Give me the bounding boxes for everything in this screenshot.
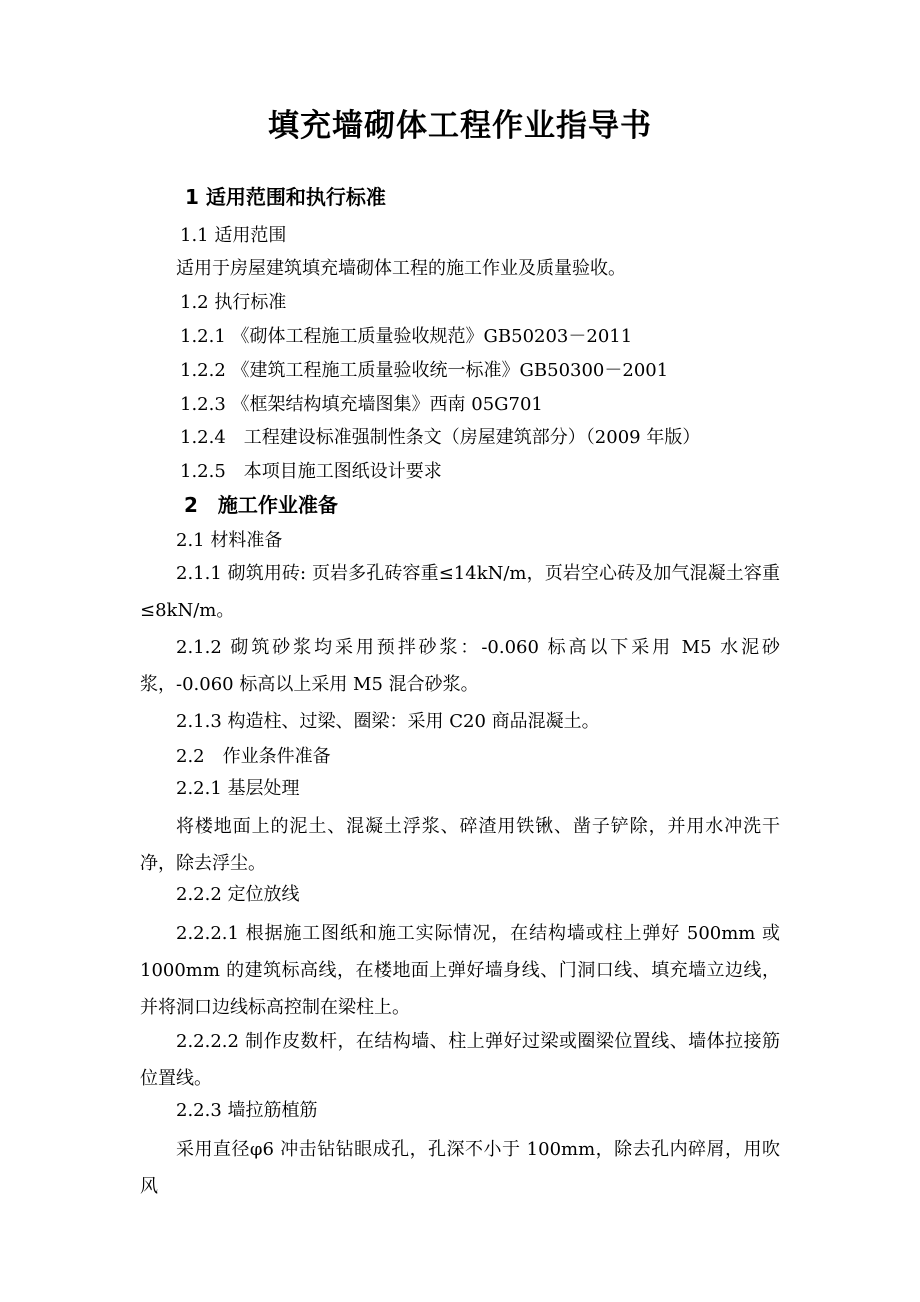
section-2-1-heading: 2.1 材料准备 — [176, 530, 283, 551]
section-2-2-2-heading: 2.2.2 定位放线 — [176, 884, 300, 905]
paragraph-2-2-3: 采用直径φ6 冲击钻钻眼成孔，孔深不小于 100mm，除去孔内碎屑，用吹风 — [140, 1139, 780, 1197]
paragraph-2-2-1: 将楼地面上的泥土、混凝土浮浆、碎渣用铁锹、凿子铲除，并用水冲洗干净，除去浮尘。 — [140, 816, 780, 874]
section-2-2-heading: 2.2 作业条件准备 — [176, 746, 331, 767]
document-title: 填充墙砌体工程作业指导书 — [268, 108, 652, 144]
section-2-2-1-heading: 2.2.1 基层处理 — [176, 778, 300, 799]
standard-item-1-2-4: 1.2.4 工程建设标准强制性条文（房屋建筑部分）（2009 年版） — [180, 427, 701, 448]
section-1-heading: 1 适用范围和执行标准 — [185, 185, 386, 209]
standard-item-1-2-1: 1.2.1 《砌体工程施工质量验收规范》GB50203－2011 — [180, 326, 633, 347]
paragraph-2-1-1: 2.1.1 砌筑用砖: 页岩多孔砖容重≤14kN/m，页岩空心砖及加气混凝土容重≤8kN/m。 — [140, 563, 780, 621]
paragraph-2-1-3: 2.1.3 构造柱、过梁、圈梁：采用 C20 商品混凝土。 — [176, 711, 600, 732]
section-1-1-heading: 1.1 适用范围 — [180, 225, 287, 246]
standard-item-1-2-3: 1.2.3 《框架结构填充墙图集》西南 05G701 — [180, 394, 543, 415]
paragraph-2-2-2-1: 2.2.2.1 根据施工图纸和施工实际情况，在结构墙或柱上弹好 500mm 或 1000mm 的建筑标高线，在楼地面上弹好墙身线、门洞口线、填充墙立边线，并将洞口边线标高控制在梁柱上。 — [140, 923, 780, 1018]
paragraph-2-1-2: 2.1.2 砌筑砂浆均采用预拌砂浆：-0.060 标高以下采用 M5 水泥砂浆，-0.060 标高以上采用 M5 混合砂浆。 — [140, 637, 780, 695]
section-1-1-text: 适用于房屋建筑填充墙砌体工程的施工作业及质量验收。 — [176, 258, 626, 279]
section-2-heading: 2 施工作业准备 — [184, 493, 338, 517]
standard-item-1-2-5: 1.2.5 本项目施工图纸设计要求 — [180, 461, 442, 482]
standard-item-1-2-2: 1.2.2 《建筑工程施工质量验收统一标准》GB50300－2001 — [180, 360, 669, 381]
section-2-2-3-heading: 2.2.3 墙拉筋植筋 — [176, 1100, 318, 1121]
section-1-2-heading: 1.2 执行标准 — [180, 292, 287, 313]
paragraph-2-2-2-2: 2.2.2.2 制作皮数杆，在结构墙、柱上弹好过梁或圈梁位置线、墙体拉接筋位置线。 — [140, 1031, 780, 1089]
